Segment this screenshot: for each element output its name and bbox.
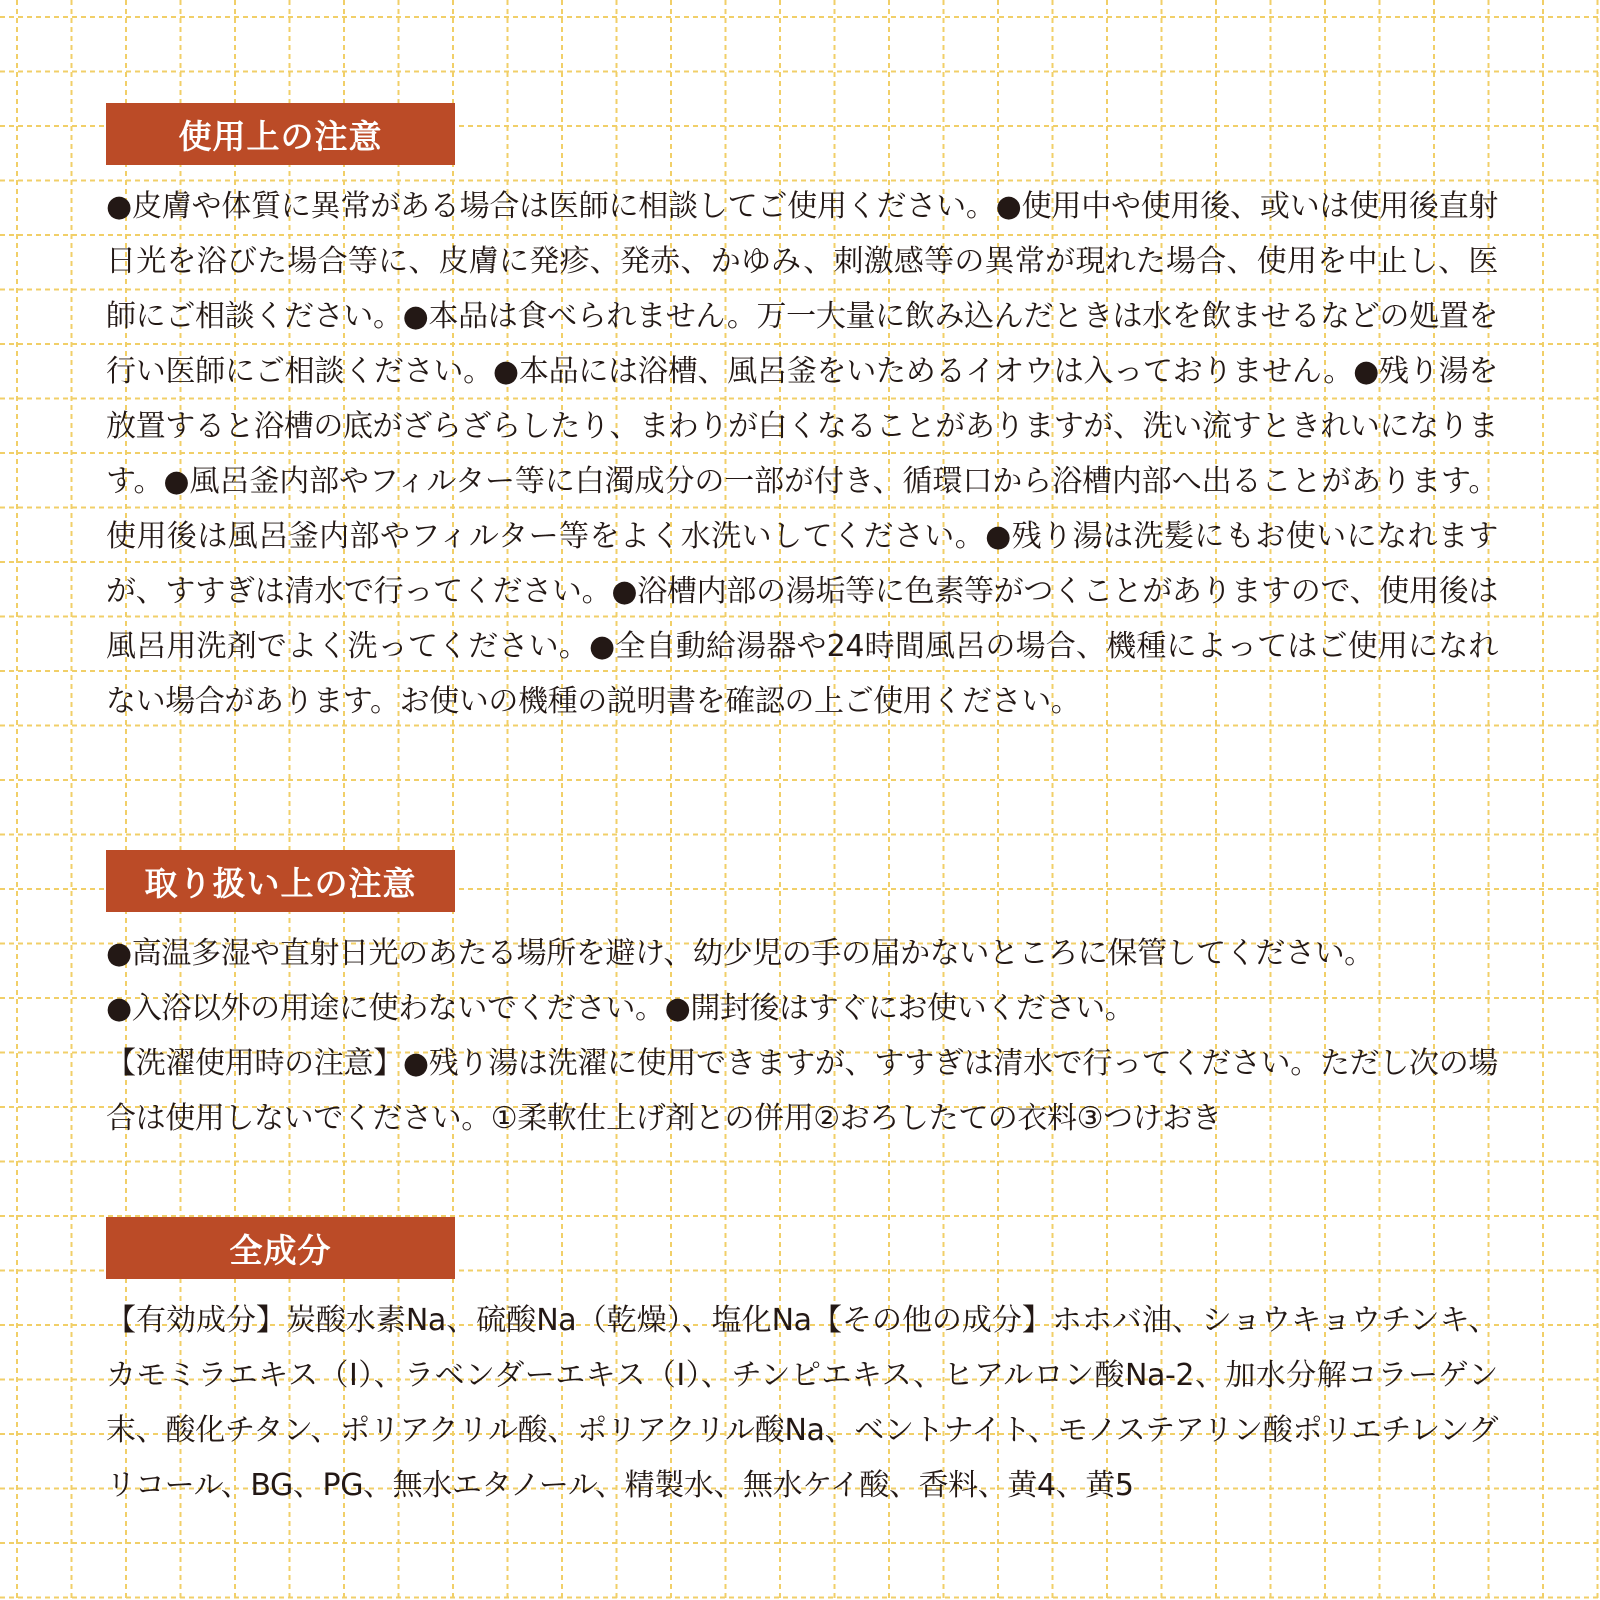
handling-precautions-section xyxy=(106,850,1498,1146)
laundry-precautions-text: 【洗濯使用時の注意】●残り湯は洗濯に使用できますが、すすぎは清水で行ってください。ただし次の場合は使用しないでください。①柔軟仕上げ剤との併用②おろしたての衣料③つけおき xyxy=(106,1046,1498,1136)
handling-precautions-header xyxy=(106,850,455,912)
ingredients-header xyxy=(106,1217,455,1279)
handling-precautions-body xyxy=(106,926,1498,1146)
handling-precautions-title: 取り扱い上の注意 xyxy=(144,863,417,903)
usage-precautions-text: ●皮膚や体質に異常がある場合は医師に相談してご使用ください。●使用中や使用後、或いは使用後直射日光を浴びた場合等に、皮膚に発疹、発赤、かゆみ、刺激感等の異常が現れた場合、使用を中止し、医師にご相談ください。●本品は食べられません。万一大量に飲み込んだときは水を飲ませるなどの処置を行い医師にご相談ください。●本品には浴槽、風呂釜をいためるイオウは入っておりません。●残り湯を放置すると浴槽の底がざらざらしたり、まわりが白くなることがありますが、洗い流すときれいになります。●風呂釜内部やフィルター等に白濁成分の一部が付き、循環口から浴槽内部へ出ることがあります。使用後は風呂釜内部やフィルター等をよく水洗いしてください。●残り湯は洗髪にもお使いになれますが、すすぎは清水で行ってください。●浴槽内部の湯垢等に色素等がつくことがありますので、使用後は風呂用洗剤でよく洗ってください。●全自動給湯器や24時間風呂の場合、機種によってはご使用になれない場合があります。お使いの機種の説明書を確認の上ご使用ください。 xyxy=(106,189,1498,719)
ingredients-title: 全成分 xyxy=(229,1230,332,1270)
usage-precautions-section xyxy=(106,103,1498,729)
ingredients-section xyxy=(106,1217,1498,1513)
handling-storage-text: ●高温多湿や直射日光のあたる場所を避け、幼少児の手の届かないところに保管してください。 xyxy=(106,936,1374,971)
usage-precautions-header xyxy=(106,103,455,165)
usage-precautions-title: 使用上の注意 xyxy=(178,116,383,156)
ingredients-text: 【有効成分】炭酸水素Na、硫酸Na（乾燥）、塩化Na【その他の成分】ホホバ油、ショウキョウチンキ、カモミラエキス（Ⅰ）、ラベンダーエキス（Ⅰ）、チンピエキス、ヒアルロン酸Na-2、加水分解コラーゲン末、酸化チタン、ポリアクリル酸、ポリアクリル酸Na、ベントナイト、モノステアリン酸ポリエチレングリコール、BG、PG、無水エタノール、精製水、無水ケイ酸、香料、黄4、黄5 xyxy=(106,1303,1498,1503)
usage-precautions-body xyxy=(106,179,1498,729)
handling-usage-text: ●入浴以外の用途に使わないでください。●開封後はすぐにお使いください。 xyxy=(106,991,1135,1026)
ingredients-body xyxy=(106,1293,1498,1513)
